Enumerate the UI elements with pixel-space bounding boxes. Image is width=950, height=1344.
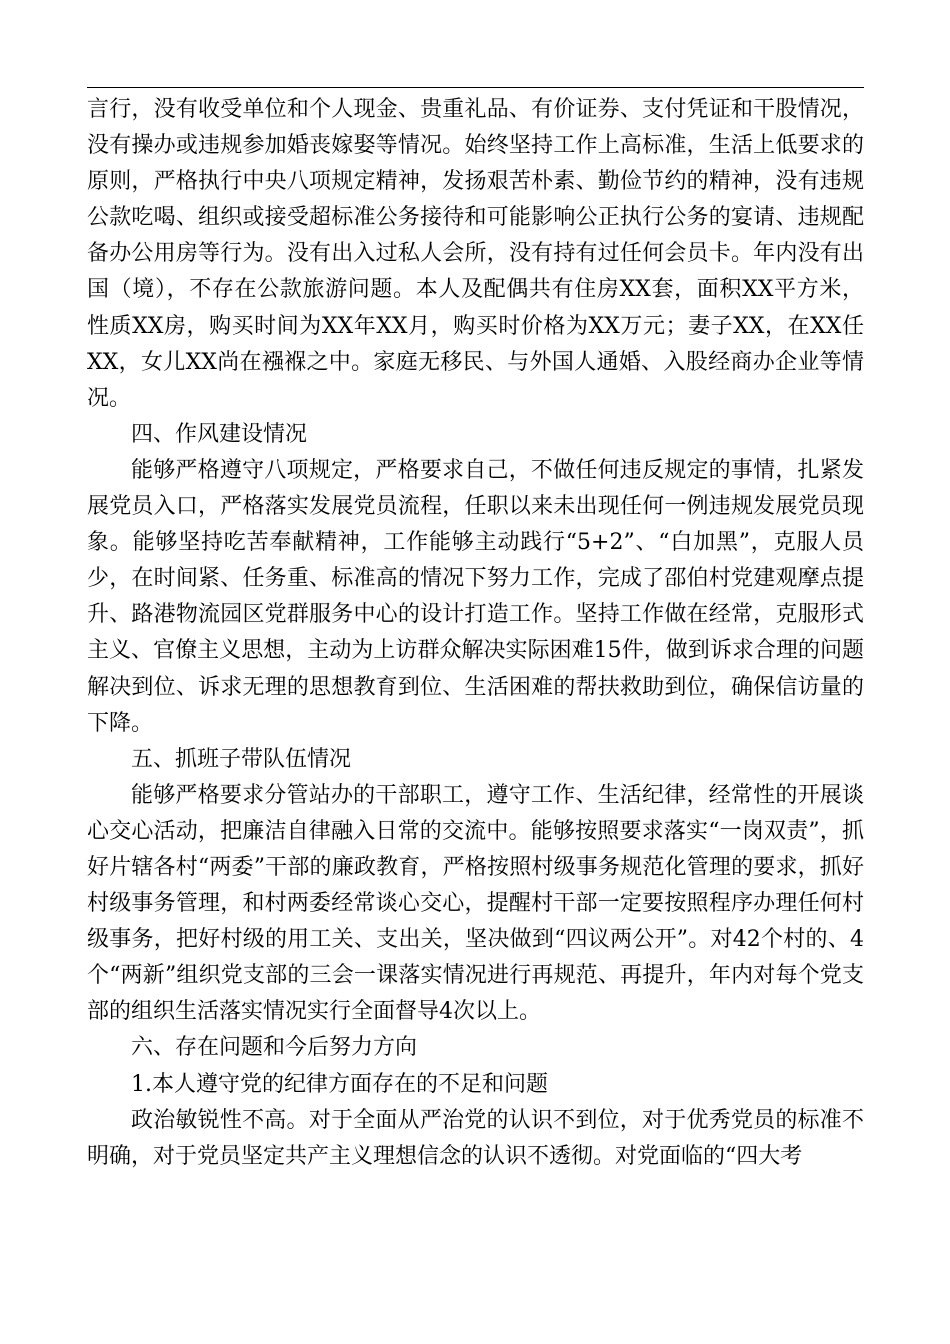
paragraph-continuation: 言行，没有收受单位和个人现金、贵重礼品、有价证券、支付凭证和干股情况，没有操办或违规参加婚丧嫁娶等情况。始终坚持工作上高标准，生活上低要求的原则，严格执行中央八项规定精神，发扬艰苦朴素、勤俭节约的精神，没有违规公款吃喝、组织或接受超标准公务接待和可能影响公正执行公务的宴请、违规配备办公用房等行为。没有出入过私人会所，没有持有过任何会员卡。年内没有出国（境），不存在公款旅游问题。本人及配偶共有住房XX套，面积XX平方米，性质XX房，购买时间为XX年XX月，购买时价格为XX万元；妻子XX，在XX任XX，女儿XX尚在襁褓之中。家庭无移民、与外国人通婚、入股经商办企业等情况。: [87, 97, 864, 411]
document-body: [87, 92, 864, 1175]
section-heading-5: 五、抓班子带队伍情况: [131, 746, 352, 772]
paragraph-team-leadership: 能够严格要求分管站办的干部职工，遵守工作、生活纪律，经常性的开展谈心交心活动，把廉洁自律融入日常的交流中。能够按照要求落实“一岗双责”，抓好片辖各村“两委”干部的廉政教育，严格按照村级事务规范化管理的要求，抓好村级事务管理，和村两委经常谈心交心，提醒村干部一定要按照程序办理任何村级事务，把好村级的用工关、支出关，坚决做到“四议两公开”。对42个村的、4个“两新”组织党支部的三会一课落实情况进行再规范、再提升，年内对每个党支部的组织生活落实情况实行全面督导4次以上。: [87, 782, 864, 1025]
section-heading-6: 六、存在问题和今后努力方向: [131, 1035, 418, 1061]
paragraph-shortcomings: 政治敏锐性不高。对于全面从严治党的认识不到位，对于优秀党员的标准不明确，对于党员坚定共产主义理想信念的认识不透彻。对党面临的“四大考: [87, 1107, 864, 1169]
paragraph-work-style: 能够严格遵守八项规定，严格要求自己，不做任何违反规定的事情，扎紧发展党员入口，严格落实发展党员流程，任职以来未出现任何一例违规发展党员现象。能够坚持吃苦奉献精神，工作能够主动践行“5+2”、“白加黑”，克服人员少，在时间紧、任务重、标准高的情况下努力工作，完成了邵伯村党建观摩点提升、路港物流园区党群服务中心的设计打造工作。坚持工作做在经常，克服形式主义、官僚主义思想，主动为上访群众解决实际困难15件，做到诉求合理的问题解决到位、诉求无理的思想教育到位、生活困难的帮扶救助到位，确保信访量的下降。: [87, 457, 864, 736]
header-rule: [87, 87, 864, 88]
section-heading-4: 四、作风建设情况: [131, 421, 308, 447]
subsection-heading-1: 1.本人遵守党的纪律方面存在的不足和问题: [131, 1071, 548, 1097]
